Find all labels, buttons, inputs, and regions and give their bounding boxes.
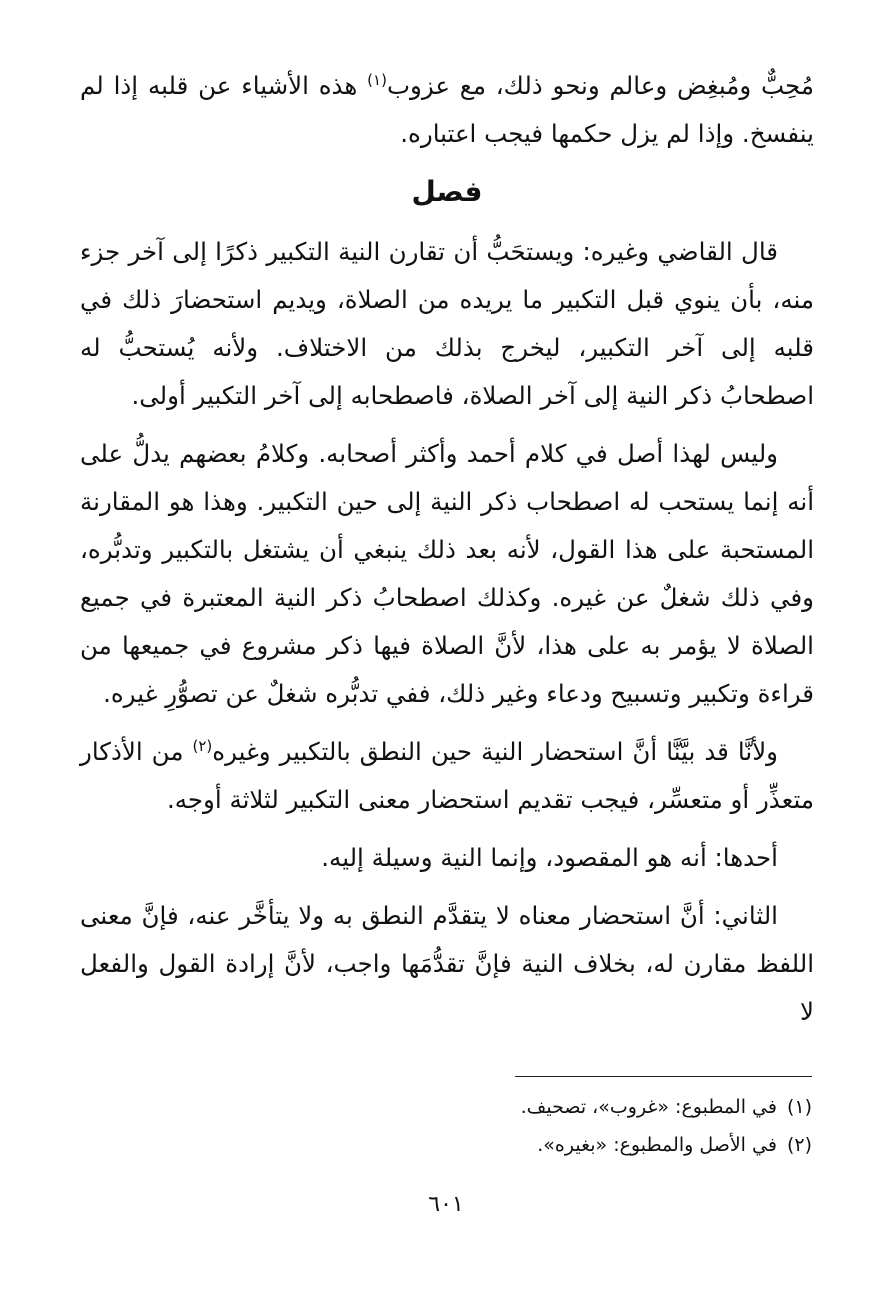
paragraph-text: مُحِبٌّ ومُبغِض وعالم ونحو ذلك، مع عزوب: [386, 71, 814, 100]
paragraph-6: الثاني: أنَّ استحضار معناه لا يتقدَّم النطق به ولا يتأخَّر عنه، فإنَّ معنى اللفظ مقارن له، بخلاف النية فإنَّ تقدُّمَها واجب، لأنَّ إرادة القول والفعل لا: [80, 901, 814, 1026]
footnote-marker-1: (١): [367, 70, 387, 89]
footnotes: [80, 1088, 812, 1164]
footnote-marker-2: (٢): [192, 736, 213, 755]
paragraph-text: ولأنَّا قد بيَّنَّا أنَّ استحضار النية حين النطق بالتكبير وغيره: [212, 737, 778, 766]
paragraph-5: أحدها: أنه هو المقصود، وإنما النية وسيلة إليه.: [321, 843, 778, 872]
paragraph-text: من الأذكار متعذِّر أو متعسِّر، فيجب تقديم استحضار معنى التكبير لثلاثة أوجه.: [80, 737, 814, 814]
footnote-number: (١): [786, 1096, 812, 1118]
footnote-number: (٢): [786, 1134, 812, 1156]
paragraph-3: وليس لهذا أصل في كلام أحمد وأكثر أصحابه. وكلامُ بعضهم يدلُّ على أنه إنما يستحب له اصطحاب ذكر النية إلى حين التكبير. وهذا هو المقارنة المستحبة على هذا القول، لأنه بعد ذلك ينبغي أن يشتغل بالتكبير وتدبُّره، وفي ذلك شغلٌ عن غيره. وكذلك اصطحابُ ذكر النية المعتبرة في جميع الصلاة لا يؤمر به على هذا، لأنَّ الصلاة فيها ذكر مشروع في جميعها من قراءة وتكبير وتسبيح ودعاء وغير ذلك، ففي تدبُّره شغلٌ عن تصوُّرِ غيره.: [80, 439, 814, 708]
paragraph-2: قال القاضي وغيره: ويستحَبُّ أن تقارن النية التكبير ذكرًا إلى آخر جزء منه، بأن ينوي قبل التكبير ما يريده من الصلاة، ويديم استحضارَ ذلك في قلبه إلى آخر التكبير، ليخرج بذلك من الاختلاف. ولأنه يُستحبُّ له اصطحابُ ذكر النية إلى آخر الصلاة، فاصطحابه إلى آخر التكبير أولى.: [80, 237, 814, 410]
footnote-1: [80, 1088, 812, 1126]
paragraph-4: [80, 728, 814, 824]
page-number: ٦٠١: [428, 1192, 464, 1217]
footnote-text: في الأصل والمطبوع: «بغيره».: [537, 1134, 777, 1156]
section-heading: فصل: [411, 175, 483, 208]
footnote-text: في المطبوع: «غروب»، تصحيف.: [520, 1096, 777, 1118]
paragraph-text: هذه الأشياء عن قلبه إذا لم ينفسخ. وإذا لم يزل حكمها فيجب اعتباره.: [80, 71, 814, 148]
footnote-2: [80, 1126, 812, 1164]
paragraph-continuation: [80, 62, 814, 158]
footnote-divider: [515, 1076, 812, 1077]
